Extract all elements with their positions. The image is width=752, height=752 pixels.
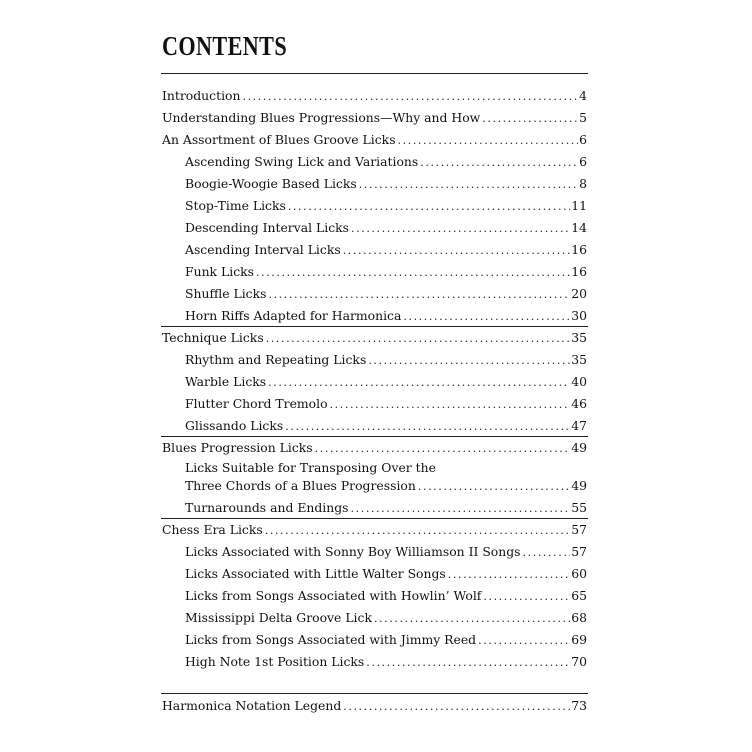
entry-label: Chess Era Licks — [162, 522, 263, 537]
entry-label: Mississippi Delta Groove Lick — [185, 610, 372, 625]
entry-label: Blues Progression Licks — [162, 440, 313, 455]
section-divider — [161, 326, 588, 327]
entry-page: 46 — [571, 396, 587, 411]
dot-leader — [330, 395, 571, 415]
entry-page: 65 — [571, 588, 587, 603]
entry-label: Ascending Swing Lick and Variations — [185, 154, 419, 169]
toc-entry-sonny-boy-williamson — [0, 542, 752, 562]
dot-leader — [288, 197, 570, 217]
toc-entry-boogie-woogie-licks — [0, 174, 752, 194]
entry-page: 20 — [571, 286, 587, 301]
entry-page: 30 — [571, 308, 587, 323]
entry-label: Introduction — [162, 88, 241, 103]
dot-leader — [420, 153, 578, 173]
entry-page: 49 — [571, 440, 587, 455]
section-divider — [161, 693, 588, 694]
entry-label: Licks Associated with Sonny Boy Williamson II Songs — [185, 544, 521, 559]
dot-leader — [359, 175, 578, 195]
entry-label: Descending Interval Licks — [185, 220, 350, 235]
dot-leader — [351, 499, 571, 519]
entry-label-line1: Licks Suitable for Transposing Over the — [185, 460, 436, 475]
entry-page: 60 — [571, 566, 587, 581]
entry-page: 73 — [571, 698, 587, 713]
entry-label: Warble Licks — [185, 374, 267, 389]
toc-entry-howlin-wolf — [0, 586, 752, 606]
entry-label: Boogie-Woogie Based Licks — [185, 176, 357, 191]
toc-entry-high-note-licks — [0, 652, 752, 672]
dot-leader — [478, 631, 570, 651]
dot-leader — [351, 219, 570, 239]
dot-leader — [265, 521, 570, 541]
toc-entry-funk-licks — [0, 262, 752, 282]
dot-leader — [343, 241, 571, 261]
toc-entry-ascending-swing-lick — [0, 152, 752, 172]
section-divider — [161, 518, 588, 519]
entry-label: Stop-Time Licks — [185, 198, 286, 213]
toc-entry-warble-licks — [0, 372, 752, 392]
toc-entry-blues-progression-licks — [0, 438, 752, 458]
entry-page: 8 — [579, 176, 587, 191]
dot-leader — [374, 609, 570, 629]
dot-leader — [483, 587, 570, 607]
dot-leader — [366, 653, 570, 673]
dot-leader — [368, 351, 570, 371]
entry-page: 69 — [571, 632, 587, 647]
toc-entry-chess-era-licks — [0, 520, 752, 540]
entry-page: 40 — [571, 374, 587, 389]
entry-label: Technique Licks — [162, 330, 264, 345]
toc-entry-shuffle-licks — [0, 284, 752, 304]
entry-page: 14 — [571, 220, 587, 235]
entry-label: An Assortment of Blues Groove Licks — [162, 132, 396, 147]
dot-leader — [266, 329, 571, 349]
dot-leader — [285, 417, 570, 437]
dot-leader — [242, 87, 578, 107]
entry-label: Flutter Chord Tremolo — [185, 396, 328, 411]
toc-entry-glissando-licks — [0, 416, 752, 436]
entry-page: 55 — [571, 500, 587, 515]
toc-entry-rhythm-repeating-licks — [0, 350, 752, 370]
entry-page: 35 — [571, 330, 587, 345]
entry-label: High Note 1st Position Licks — [185, 654, 365, 669]
entry-label: Rhythm and Repeating Licks — [185, 352, 367, 367]
dot-leader — [418, 477, 570, 497]
toc-entry-little-walter — [0, 564, 752, 584]
entry-page: 16 — [571, 264, 587, 279]
dot-leader — [268, 373, 570, 393]
entry-label: Understanding Blues Progressions—Why and How — [162, 110, 481, 125]
entry-page: 49 — [571, 478, 587, 493]
entry-page: 5 — [579, 110, 587, 125]
dot-leader — [315, 439, 571, 459]
entry-label: Glissando Licks — [185, 418, 284, 433]
entry-page: 35 — [571, 352, 587, 367]
section-divider — [161, 436, 588, 437]
entry-page: 11 — [571, 198, 587, 213]
toc-entry-introduction — [0, 86, 752, 106]
entry-label: Funk Licks — [185, 264, 255, 279]
toc-entry-blues-groove-licks — [0, 130, 752, 150]
toc-entry-descending-interval-licks — [0, 218, 752, 238]
toc-entry-flutter-chord-tremolo — [0, 394, 752, 414]
entry-label: Ascending Interval Licks — [185, 242, 341, 257]
dot-leader — [403, 307, 570, 327]
dot-leader — [343, 697, 570, 717]
dot-leader — [448, 565, 570, 585]
entry-page: 47 — [571, 418, 587, 433]
toc-entry-transposing-licks — [0, 476, 752, 496]
toc-entry-understanding-blues-progressions — [0, 108, 752, 128]
entry-label: Licks from Songs Associated with Jimmy Reed — [185, 632, 477, 647]
entry-label: Harmonica Notation Legend — [162, 698, 342, 713]
dot-leader — [256, 263, 570, 283]
entry-label: Turnarounds and Endings — [185, 500, 349, 515]
entry-page: 68 — [571, 610, 587, 625]
toc-entry-jimmy-reed — [0, 630, 752, 650]
entry-label: Licks from Songs Associated with Howlin’ Wolf — [185, 588, 482, 603]
page-title: CONTENTS — [162, 31, 288, 61]
dot-leader — [268, 285, 570, 305]
entry-page: 16 — [571, 242, 587, 257]
toc-entry-technique-licks — [0, 328, 752, 348]
toc-entry-turnarounds-endings — [0, 498, 752, 518]
toc-entry-mississippi-delta — [0, 608, 752, 628]
dot-leader — [523, 543, 571, 563]
title-rule — [161, 73, 588, 74]
entry-page: 57 — [571, 544, 587, 559]
toc-entry-horn-riffs — [0, 306, 752, 326]
entry-label: Shuffle Licks — [185, 286, 267, 301]
entry-page: 6 — [579, 154, 587, 169]
entry-label: Licks Associated with Little Walter Songs — [185, 566, 446, 581]
toc-entry-stop-time-licks — [0, 196, 752, 216]
entry-label: Three Chords of a Blues Progression — [185, 478, 416, 493]
entry-page: 6 — [579, 132, 587, 147]
entry-label: Horn Riffs Adapted for Harmonica — [185, 308, 402, 323]
dot-leader — [482, 109, 578, 129]
entry-page: 4 — [579, 88, 587, 103]
toc-entry-notation-legend — [0, 696, 752, 716]
toc-entry-ascending-interval-licks — [0, 240, 752, 260]
entry-page: 70 — [571, 654, 587, 669]
entry-page: 57 — [571, 522, 587, 537]
dot-leader — [398, 131, 579, 151]
